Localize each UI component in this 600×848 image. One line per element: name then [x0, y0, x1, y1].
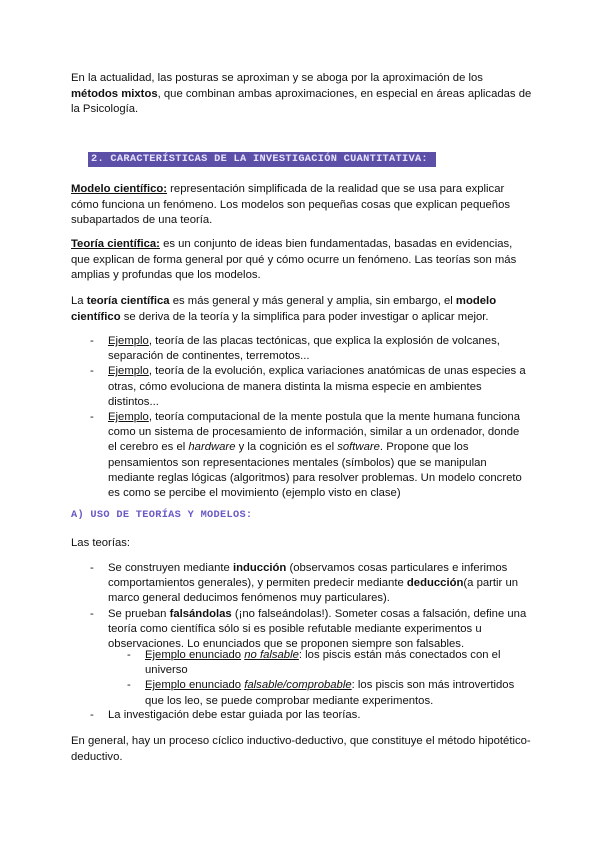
intro-text-end: , que combinan ambas aproximaciones, en especial en áreas aplicadas de la Psicología. [71, 87, 532, 115]
example-link[interactable]: Ejemplo [108, 411, 149, 424]
sub-heading: A) USO DE TEORÍAS Y MODELOS: [71, 509, 253, 521]
dash-marker: - [127, 649, 131, 661]
item-text: (¡no falseándolas!). Someter cosas a falsación, define una teoría como científica sólo si es posible refutable mediante experimentos u observaciones. Lo enunciados que se proponen siempre son falsables. [108, 607, 527, 651]
examples-list [90, 334, 526, 501]
no-falsable-term: no falsable [244, 649, 299, 661]
example-link[interactable]: Ejemplo enunciado [145, 679, 242, 692]
compare-paragraph [71, 294, 533, 325]
example-text: , teoría de las placas tectónicas, que explica la explosión de volcanes, separación de continentes, terremotos... [108, 335, 500, 363]
item-text: (observamos cosas particulares e inferimos comportamientos generales), y permiten predecir mediante [108, 562, 508, 590]
list-item [90, 561, 528, 607]
list-item [90, 364, 526, 410]
item-text: (a partir un marco general deducimos fenómenos muy particulares). [108, 577, 519, 605]
compare-text: La [71, 295, 87, 307]
example-link[interactable]: Ejemplo [108, 365, 149, 378]
example-text: , teoría de la evolución, explica variaciones anatómicas de unas especies a otras, cómo evoluciona de manera distinta la misma especie en ambientes distintos... [108, 365, 526, 408]
teoria-text: es un conjunto de ideas bien fundamentadas, basadas en evidencias, que explican de forma general por qué y cómo ocurre un fenómeno. Las teorías son más amplias y profundas que los modelos. [71, 238, 517, 281]
list-item [90, 708, 528, 723]
intro-bold: métodos mixtos [71, 87, 158, 100]
hardware-term: hardware [188, 441, 236, 454]
teorias-list [90, 561, 528, 652]
example-text: . Propone que los pensamientos son representaciones mentales (símbolos) que se manipulan mediante reglas lógicas (algoritmos) para resolver problemas. Un modelo concreto es como se percibe el movimiento (ejemplo visto en clase) [108, 441, 522, 500]
intro-paragraph [71, 71, 533, 118]
dash-marker: - [90, 709, 94, 721]
item-text: Se construyen mediante [108, 562, 233, 574]
example-link[interactable]: Ejemplo enunciado [145, 649, 242, 661]
compare-text-3: se deriva de la teoría y la simplifica para poder investigar o aplicar mejor. [120, 310, 489, 323]
list-item [90, 334, 526, 364]
dash-marker: - [90, 607, 94, 620]
dash-marker: - [127, 679, 131, 692]
induccion-term: inducción [232, 562, 287, 574]
dash-marker: - [90, 365, 94, 378]
teorias-list-end [90, 708, 528, 723]
teoria-term: Teoría científica: [71, 238, 160, 250]
example-link[interactable]: Ejemplo [108, 335, 149, 347]
closing-paragraph: En general, hay un proceso cíclico inductivo-deductivo, que constituye el método hipotético-deductivo. [71, 735, 531, 763]
example-text: , teoría computacional de la mente postula que la mente humana funciona como un sistema de procesamiento de información, similar a un ordenador, donde el cerebro es el [108, 411, 520, 454]
item-text: : los piscis son más introvertidos que los leo, se puede comprobar mediante experimentos. [145, 679, 515, 707]
compare-text-2: es más general y más general y amplia, sin embargo, el [169, 295, 456, 307]
compare-bold-2: modelo científico [71, 295, 497, 323]
modelo-text: representación simplificada de la realidad que se usa para explicar cómo funciona un fenómeno. Los modelos son pequeñas cosas que explican pequeños subapartados de una teoría. [71, 183, 511, 226]
compare-bold-1: teoría científica [86, 295, 170, 307]
example-text: y la cognición es el [235, 441, 338, 454]
list-item [90, 607, 528, 653]
dash-marker: - [90, 335, 94, 347]
dash-marker: - [90, 411, 94, 424]
modelo-term: Modelo científico: [71, 183, 168, 195]
falsable-term: falsable/comprobable [244, 679, 352, 692]
list-item [127, 648, 515, 678]
list-item [127, 678, 515, 708]
intro-text: En la actualidad, las posturas se aproximan y se aboga por la aproximación de los [71, 72, 483, 84]
list-item [90, 410, 526, 501]
deduccion-term: deducción [406, 577, 464, 590]
item-text: : los piscis están más conectados con el universo [145, 649, 501, 677]
item-text: La investigación debe estar guiada por las teorías. [108, 709, 361, 721]
section-heading: 2. CARACTERÍSTICAS DE LA INVESTIGACIÓN CUANTITATIVA: [91, 153, 428, 165]
software-term: software [337, 441, 380, 454]
falsandolas-term: falsándolas [169, 607, 232, 620]
teorias-label: Las teorías: [71, 537, 131, 549]
dash-marker: - [90, 562, 94, 574]
nested-examples-list [127, 648, 515, 709]
modelo-paragraph [71, 182, 533, 229]
teoria-paragraph [71, 237, 533, 284]
item-text: Se prueban [108, 607, 170, 620]
